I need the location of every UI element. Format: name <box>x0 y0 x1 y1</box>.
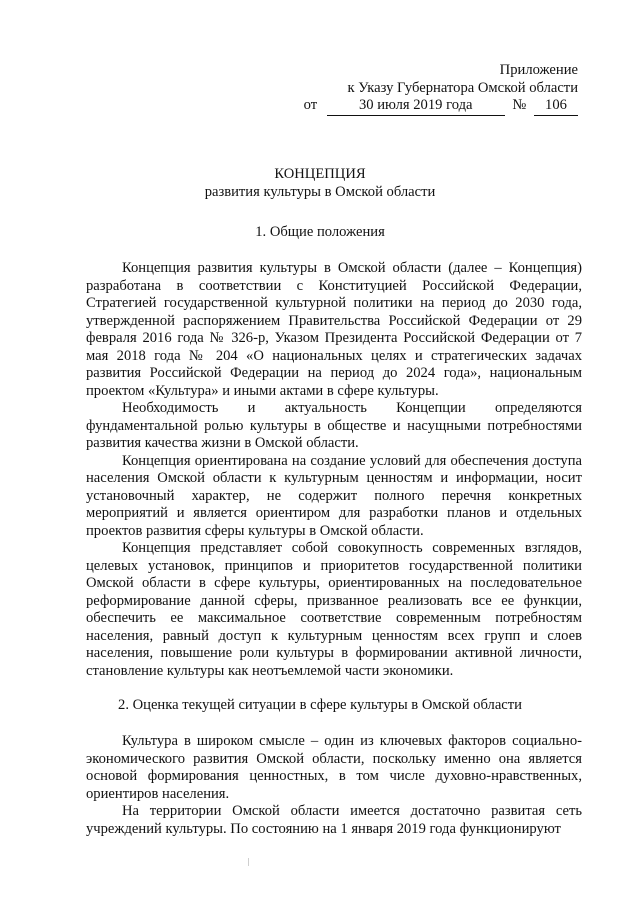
document-subtitle: развития культуры в Омской области <box>204 183 436 200</box>
section-heading: 1. Общие положения <box>255 224 385 240</box>
section-1-body <box>86 260 582 680</box>
decree-number: 106 <box>534 97 578 116</box>
paragraph: Культура в широком смысле – один из ключевых факторов социально-экономического развития Омской области, поскольку именно она является основой формирования ценностных, в том числе духовно-нравственных, ориентиров населения. <box>86 733 582 802</box>
appendix-header <box>304 62 578 116</box>
appendix-subtitle: к Указу Губернатора Омской области <box>347 79 578 96</box>
appendix-title: Приложение <box>499 62 578 78</box>
section-2-body <box>86 733 582 838</box>
paragraph: Концепция ориентирована на создание условий для обеспечения доступа населения Омской области к культурным ценностям и информации, носит установочный характер, не содержит полного перечня конкретных мероприятий и является ориентиром для разработки планов и отдельных проектов развития сферы культуры в Омской области. <box>86 452 582 539</box>
decree-date: 30 июля 2019 года <box>327 97 505 116</box>
paragraph: Концепция развития культуры в Омской области (далее – Концепция) разработана в соответствии с Конституцией Российской Федерации, Стратегией государственной культурной политики на период до 2030 года, утвержденной распоряжением Правительства Российской Федерации от 29 февраля 2016 года № 326-р, Указом Президента Российской Федерации от 7 мая 2018 года № 204 «О национальных целях и стратегических задачах развития Российской Федерации на период до 2024 года», национальным проектом «Культура» и иными актами в сфере культуры. <box>86 260 582 399</box>
scan-mark <box>248 858 249 866</box>
date-prefix: от <box>303 97 318 113</box>
paragraph: На территории Омской области имеется достаточно развитая сеть учреждений культуры. По состоянию на 1 января 2019 года функционируют <box>86 803 582 837</box>
document-title: КОНЦЕПЦИЯ <box>274 166 366 182</box>
paragraph: Необходимость и актуальность Концепции определяются фундаментальной ролью культуры в обществе и насущными потребностями развития качества жизни в Омской области. <box>86 400 582 451</box>
document-title-block <box>0 166 640 201</box>
section-heading: 2. Оценка текущей ситуации в сфере культуры в Омской области <box>118 697 522 713</box>
appendix-date-line <box>304 97 578 116</box>
number-prefix: № <box>512 97 527 113</box>
paragraph: Концепция представляет собой совокупность современных взглядов, целевых установок, принципов и приоритетов государственной политики Омской области в сфере культуры, ориентированных на последовательное реформирование данной сферы, призванное реализовать все ее функции, обеспечить ее максимальное соответствие современным потребностям населения, равный доступ к культурным ценностям всех групп и слоев населения, повышение роли культуры в формировании активной личности, становление культуры как неотъемлемой части экономики. <box>86 540 582 679</box>
